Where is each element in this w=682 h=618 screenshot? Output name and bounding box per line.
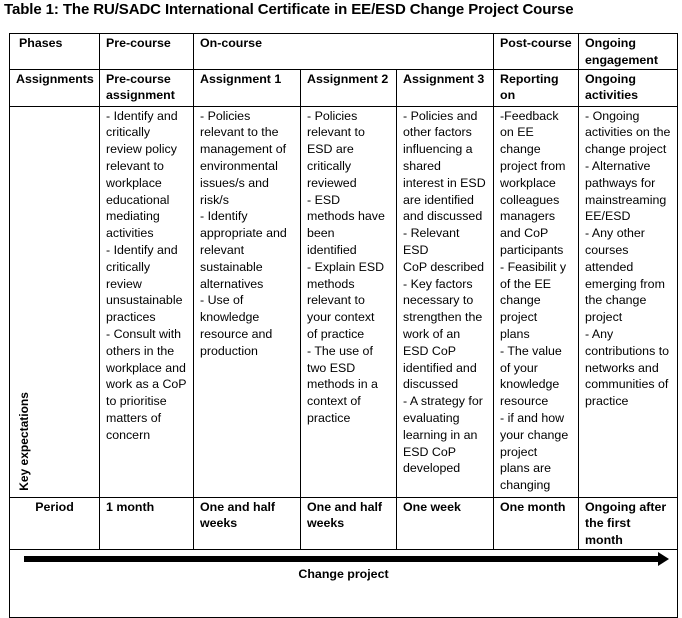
period-row xyxy=(10,497,678,549)
phase-on-course: On-course xyxy=(194,34,494,70)
period-label: Period xyxy=(10,497,100,549)
assignment-cell: Assignment 3 xyxy=(397,69,494,106)
key-expectations-cell xyxy=(10,106,100,497)
period-cell: One and half weeks xyxy=(194,497,301,549)
assignment-cell: Assignment 2 xyxy=(301,69,397,106)
arrow-shaft-icon xyxy=(24,556,660,562)
assignment-cell: Pre-course assignment xyxy=(100,69,194,106)
period-cell: One month xyxy=(494,497,579,549)
period-cell: 1 month xyxy=(100,497,194,549)
phase-pre-course: Pre-course xyxy=(100,34,194,70)
assignments-label: Assignments xyxy=(10,69,100,106)
period-cell: Ongoing after the first month xyxy=(579,497,678,549)
assignment-cell: Ongoing activities xyxy=(579,69,678,106)
phase-post-course: Post-course xyxy=(494,34,579,70)
expectation-cell: - Ongoing activities on the change project - Alternative pathways for mainstreaming EE/ESD - Any other courses attended emerging from the change project - Any contributions to networks and communities of practice xyxy=(579,106,678,497)
expectation-cell: -Feedback on EE change project from workplace colleagues managers and CoP participants - Feasibilit y of the EE change project plans - The value of your knowledge resource - if and how your change project plans are changing xyxy=(494,106,579,497)
arrow-right-icon xyxy=(658,552,669,566)
phases-label: Phases xyxy=(10,34,100,70)
expectation-cell: - Identify and critically review policy relevant to workplace educational mediating activities - Identify and critically review unsustainable practices - Consult with others in the workplace and work as a CoP to prioritise matters of concern xyxy=(100,106,194,497)
key-expectations-label: Key expectations xyxy=(17,391,31,491)
change-project-cell xyxy=(10,549,678,617)
assignment-cell: Reporting on xyxy=(494,69,579,106)
period-cell: One and half weeks xyxy=(301,497,397,549)
change-project-row xyxy=(10,549,678,617)
phases-row xyxy=(10,34,678,70)
phase-ongoing: Ongoing engagement xyxy=(579,34,678,70)
table-title: Table 1: The RU/SADC International Certificate in EE/ESD Change Project Course xyxy=(4,1,574,18)
change-project-label: Change project xyxy=(298,566,389,581)
assignment-cell: Assignment 1 xyxy=(194,69,301,106)
assignments-row xyxy=(10,69,678,106)
expectation-cell: - Policies relevant to ESD are critically reviewed - ESD methods have been identified - Explain ESD methods relevant to your context of practice - The use of two ESD methods in a context of practice xyxy=(301,106,397,497)
expectation-cell: - Policies and other factors influencing a shared interest in ESD are identified and discussed - Relevant ESD CoP described - Key factors necessary to strengthen the work of an ESD CoP identified and discussed - A strategy for evaluating learning in an ESD CoP developed xyxy=(397,106,494,497)
key-expectations-row xyxy=(10,106,678,497)
period-cell: One week xyxy=(397,497,494,549)
course-table xyxy=(9,33,678,618)
expectation-cell: - Policies relevant to the management of environmental issues/s and risk/s - Identify appropriate and relevant sustainable alternatives - Use of knowledge resource and production xyxy=(194,106,301,497)
